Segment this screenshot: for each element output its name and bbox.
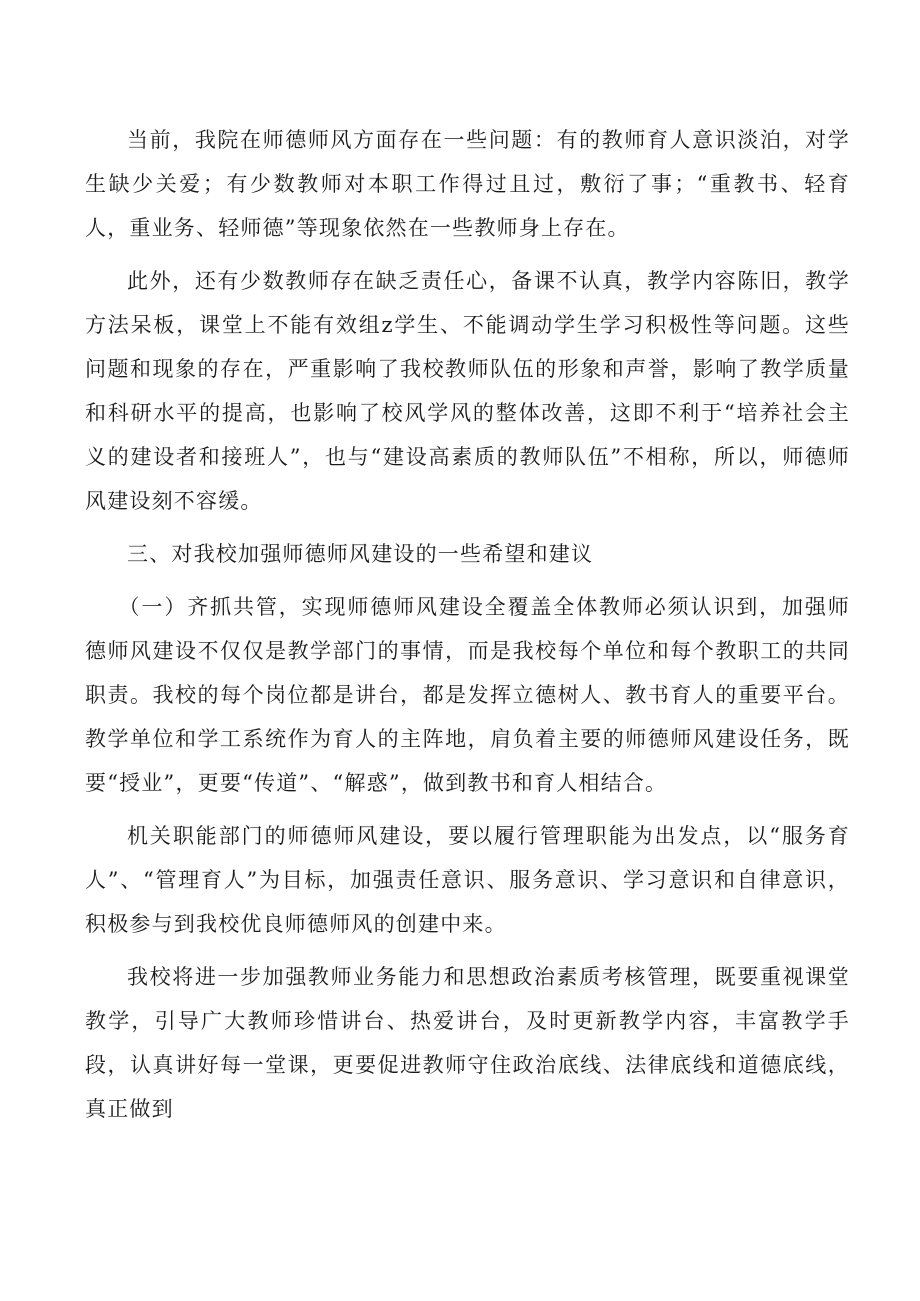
paragraph-additional-problems: 此外，还有少数教师存在缺乏责任心，备课不认真，教学内容陈旧，教学方法呆板，课堂上不能有效组z学生、不能调动学生学习积极性等问题。这些问题和现象的存在，严重影响了我校教师队伍的形象和声誉，影响了教学质量和科研水平的提高，也影响了校风学风的整体改善，这即不利于“培养社会主义的建设者和接班人”，也与“建设高素质的教师队伍”不相称，所以，师德师风建设刻不容缓。: [85, 269, 850, 513]
paragraph-assessment-management: 我校将进一步加强教师业务能力和思想政治素质考核管理，既要重视课堂教学，引导广大教师珍惜讲台、热爱讲台，及时更新教学内容，丰富教学手段，认真讲好每一堂课，更要促进教师守住政治底线、法律底线和道德底线，真正做到: [85, 965, 850, 1121]
paragraph-joint-management: （一）齐抓共管，实现师德师风建设全覆盖全体教师必须认识到，加强师德师风建设不仅仅是教学部门的事情，而是我校每个单位和每个教职工的共同职责。我校的每个岗位都是讲台，都是发挥立德树人、教书育人的重要平台。教学单位和学工系统作为育人的主阵地，肩负着主要的师德师风建设任务，既要“授业”，更要“传道”、“解惑”，做到教书和育人相结合。: [85, 595, 850, 795]
paragraph-functional-departments: 机关职能部门的师德师风建设，要以履行管理职能为出发点，以“服务育人”、“管理育人”为目标，加强责任意识、服务意识、学习意识和自律意识，积极参与到我校优良师德师风的创建中来。: [85, 824, 850, 936]
section-heading-suggestions: 三、对我校加强师德师风建设的一些希望和建议: [127, 542, 594, 566]
document-body: [85, 118, 850, 1140]
paragraph-current-problems: 当前，我院在师德师风方面存在一些问题：有的教师育人意识淡泊，对学生缺少关爱；有少数教师对本职工作得过且过，敷衍了事；“重教书、轻育人，重业务、轻师德”等现象依然在一些教师身上存在。: [85, 128, 850, 240]
